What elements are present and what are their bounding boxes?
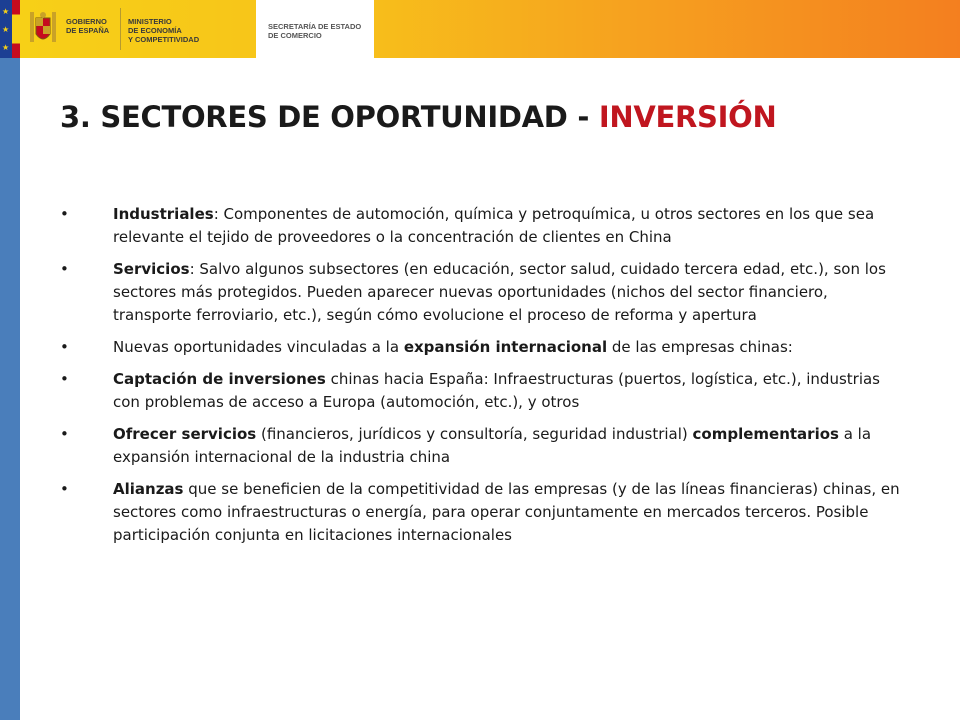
bullet-icon: • — [60, 338, 69, 356]
left-accent-bar — [0, 58, 20, 720]
coat-of-arms-icon — [26, 10, 60, 50]
bullet-icon: • — [60, 370, 69, 388]
government-label: GOBIERNO DE ESPAÑA — [66, 17, 110, 35]
bullet-icon: • — [60, 260, 69, 278]
eu-star-icon: ★ — [2, 25, 10, 34]
eu-star-icon: ★ — [2, 7, 10, 16]
bullet-icon: • — [60, 205, 69, 223]
secretaria-label: SECRETARÍA DE ESTADO DE COMERCIO — [268, 22, 362, 40]
bullet-icon: • — [60, 480, 69, 498]
ministry-label: MINISTERIO DE ECONOMÍA Y COMPETITIVIDAD — [128, 17, 200, 44]
header-banner — [0, 0, 960, 58]
list-item: • Captación de inversiones chinas hacia España: Infraestructuras (puertos, logística, etc.), industrias con problemas de acceso a Europa (automoción, etc.), y otros — [60, 370, 880, 411]
list-item: • Nuevas oportunidades vinculadas a la expansión internacional de las empresas chinas: — [60, 336, 910, 359]
list-item: • Alianzas que se beneficien de la competitividad de las empresas (y de las líneas financieras) chinas, en sectores como infraestructuras o energía, para operar conjuntamente en mercados terceros. Posible participación conjunta en licitaciones internacionales — [60, 480, 900, 544]
spain-flag-strip — [12, 0, 20, 58]
header-divider — [120, 8, 121, 50]
list-item: • Servicios: Salvo algunos subsectores (en educación, sector salud, cuidado tercera edad, etc.), son los sectores más protegidos. Pueden aparecer nuevas oportunidades (nichos del sector financiero, transporte ferroviario, etc.), según cómo evolucione el proceso de reforma y apertura — [60, 260, 886, 324]
list-item: • Ofrecer servicios (financieros, jurídicos y consultoría, seguridad industrial) complementarios a la expansión internacional de la industria china — [60, 425, 872, 466]
secretaria-box — [256, 0, 374, 58]
list-item: • Industriales: Componentes de automoción, química y petroquímica, u otros sectores en los que sea relevante el tejido de proveedores o la concentración de clientes en China — [60, 205, 875, 246]
bullet-icon: • — [60, 425, 69, 443]
title-accent: INVERSIÓN — [598, 100, 777, 134]
bullet-list — [60, 203, 910, 556]
slide-title: 3. SECTORES DE OPORTUNIDAD - INVERSIÓN — [60, 100, 777, 134]
eu-flag-strip — [0, 0, 12, 58]
eu-star-icon: ★ — [2, 43, 10, 52]
